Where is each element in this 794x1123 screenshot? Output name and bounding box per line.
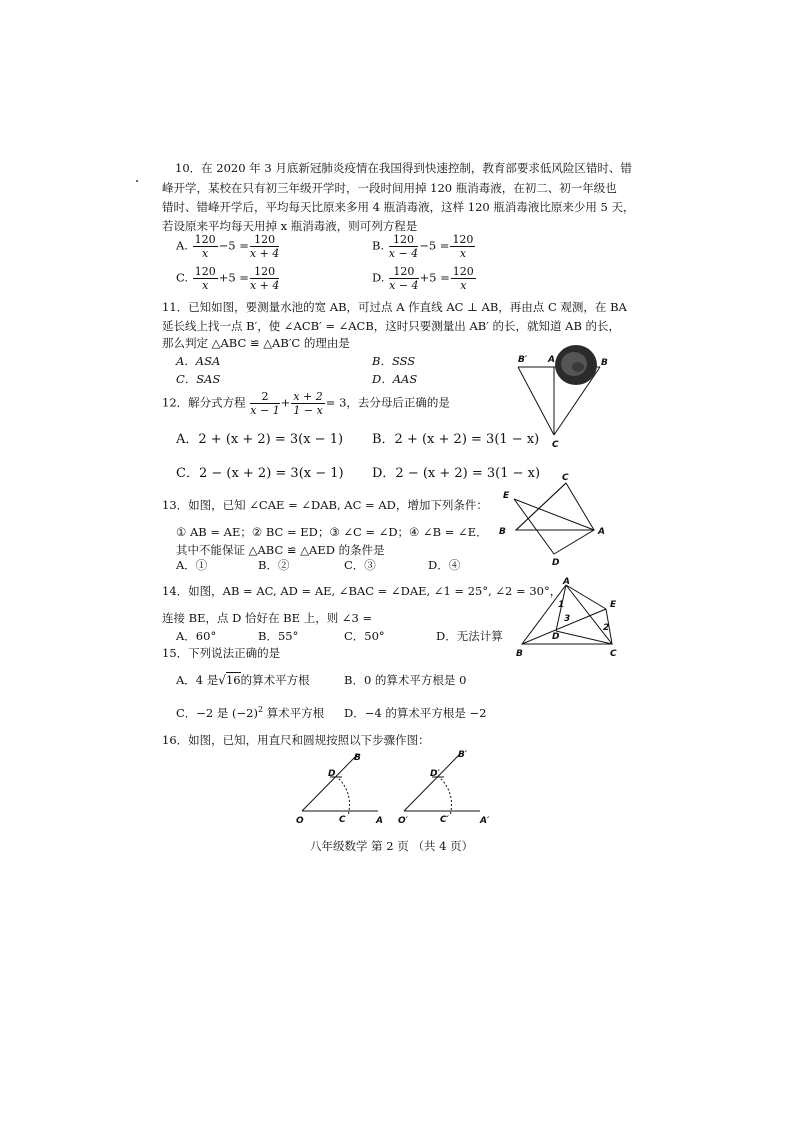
q14-option-a[interactable]: A．60° — [176, 629, 217, 643]
q10-line1: 10．在 2020 年 3 月底新冠肺炎疫情在我国得到快速控制，教育部要求低风险区错时、错 — [175, 161, 632, 175]
label-a: A — [598, 527, 605, 537]
q14-line1: 14．如图，AB = AC, AD = AE, ∠BAC = ∠DAE, ∠1 = 25°, ∠2 = 30°， — [162, 584, 562, 598]
q15-option-a[interactable]: A．4 是√16的算术平方根 — [176, 673, 310, 687]
q15-line1: 15．下列说法正确的是 — [162, 646, 281, 660]
q10-line3: 错时、错峰开学后，平均每天比原来多用 4 瓶消毒液，这样 120 瓶消毒液比原来少用 5 天， — [162, 200, 635, 214]
q10-option-b[interactable]: B. $\frac{120}{x - 4}$ −5 = $\frac{120}{x}$ — [372, 233, 474, 260]
label-1: 1 — [558, 600, 565, 610]
q10-line4: 若设原来平均每天用掉 x 瓶消毒液，则可列方程是 — [162, 219, 418, 233]
q10-option-a[interactable]: A. $\frac{120}{x}$ −5 = $\frac{120}{x + 4}$ — [176, 233, 280, 260]
label-b-prime: B′ — [458, 750, 468, 760]
q14-line2: 连接 BE，点 D 恰好在 BE 上，则 ∠3 = — [162, 611, 373, 625]
label-b: B — [499, 527, 506, 537]
q16-line1: 16．如图，已知，用直尺和圆规按照以下步骤作图： — [162, 733, 430, 747]
q11-line1: 11．已知如图，要测量水池的宽 AB，可过点 A 作直线 AC ⊥ AB，再由点 C 观测，在 BA — [162, 300, 627, 314]
q16-figure-1 — [290, 748, 390, 828]
q11-line3: 那么判定 △ABC ≌ △AB′C 的理由是 — [162, 336, 350, 350]
label-e: E — [610, 600, 617, 610]
q14-option-b[interactable]: B．55° — [258, 629, 299, 643]
label-b: B — [354, 753, 361, 763]
q13-figure — [496, 470, 608, 566]
q10-option-c[interactable]: C. $\frac{120}{x}$ +5 = $\frac{120}{x + 4}$ — [176, 265, 280, 292]
q14-option-d[interactable]: D．无法计算 — [436, 629, 503, 643]
q12-option-a[interactable]: A．2 + (x + 2) = 3(x − 1) — [176, 432, 344, 447]
label-a-prime: A′ — [480, 816, 490, 826]
label-d: D — [552, 632, 560, 642]
q11-option-c[interactable]: C．SAS — [176, 372, 221, 386]
q15-option-b[interactable]: B．0 的算术平方根是 0 — [344, 673, 467, 687]
q11-line2: 延长线上找一点 B′，使 ∠ACB′ = ∠ACB，这时只要测量出 AB′ 的长，就知道 AB 的长， — [162, 319, 621, 333]
q10-line2: 峰开学，某校在只有初三年级开学时，一段时间用掉 120 瓶消毒液，在初二、初一年级也 — [162, 181, 617, 195]
label-a: A — [563, 577, 570, 587]
label-2: 2 — [603, 623, 610, 633]
q16-figure-2 — [394, 748, 498, 828]
label-b-prime: B′ — [518, 355, 528, 365]
label-b: B — [601, 358, 608, 368]
label-3: 3 — [564, 614, 571, 624]
q13-line3: 其中不能保证 △ABC ≌ △AED 的条件是 — [176, 543, 385, 557]
q12-stem: 12．解分式方程 $\frac{2}{x - 1}$ + $\frac{x + 2}{1 - x}$ = 3，去分母后正确的是 — [162, 390, 450, 417]
label-c: C — [562, 473, 569, 483]
label-a: A — [548, 355, 555, 365]
label-o-prime: O′ — [398, 816, 409, 826]
label-e: E — [503, 491, 510, 501]
q15-option-d[interactable]: D．−4 的算术平方根是 −2 — [344, 706, 487, 720]
label-c: C — [552, 440, 559, 450]
q14-figure — [512, 576, 624, 658]
speck — [136, 180, 138, 182]
q10-option-d[interactable]: D. $\frac{120}{x - 4}$ +5 = $\frac{120}{x}$ — [372, 265, 474, 292]
q11-option-b[interactable]: B．SSS — [372, 354, 416, 368]
label-c: C — [339, 815, 346, 825]
q14-option-c[interactable]: C．50° — [344, 629, 385, 643]
label-c-prime: C′ — [440, 815, 449, 825]
q12-option-d[interactable]: D．2 − (x + 2) = 3(1 − x) — [372, 466, 541, 481]
q12-option-c[interactable]: C．2 − (x + 2) = 3(x − 1) — [176, 466, 344, 481]
q13-option-d[interactable]: D．④ — [428, 558, 461, 572]
q13-option-b[interactable]: B．② — [258, 558, 290, 572]
label-d: D — [328, 769, 336, 779]
q13-line1: 13．如图，已知 ∠CAE = ∠DAB, AC = AD，增加下列条件： — [162, 498, 488, 512]
label-c: C — [610, 649, 617, 658]
q11-option-a[interactable]: A．ASA — [176, 354, 221, 368]
q11-option-d[interactable]: D．AAS — [372, 372, 418, 386]
label-o: O — [296, 816, 304, 826]
q13-option-c[interactable]: C．③ — [344, 558, 376, 572]
page-footer: 八年级数学 第 2 页 （共 4 页） — [310, 839, 474, 853]
q13-option-a[interactable]: A．① — [176, 558, 208, 572]
q13-line2: ① AB = AE；② BC = ED；③ ∠C = ∠D；④ ∠B = ∠E． — [176, 525, 488, 539]
label-b: B — [516, 649, 523, 658]
label-d-prime: D′ — [430, 769, 440, 779]
label-a: A — [376, 816, 383, 826]
q12-option-b[interactable]: B．2 + (x + 2) = 3(1 − x) — [372, 432, 540, 447]
label-d: D — [552, 558, 560, 566]
q15-option-c[interactable]: C．−2 是 $(-2)^2$ 算术平方根 — [176, 705, 325, 720]
